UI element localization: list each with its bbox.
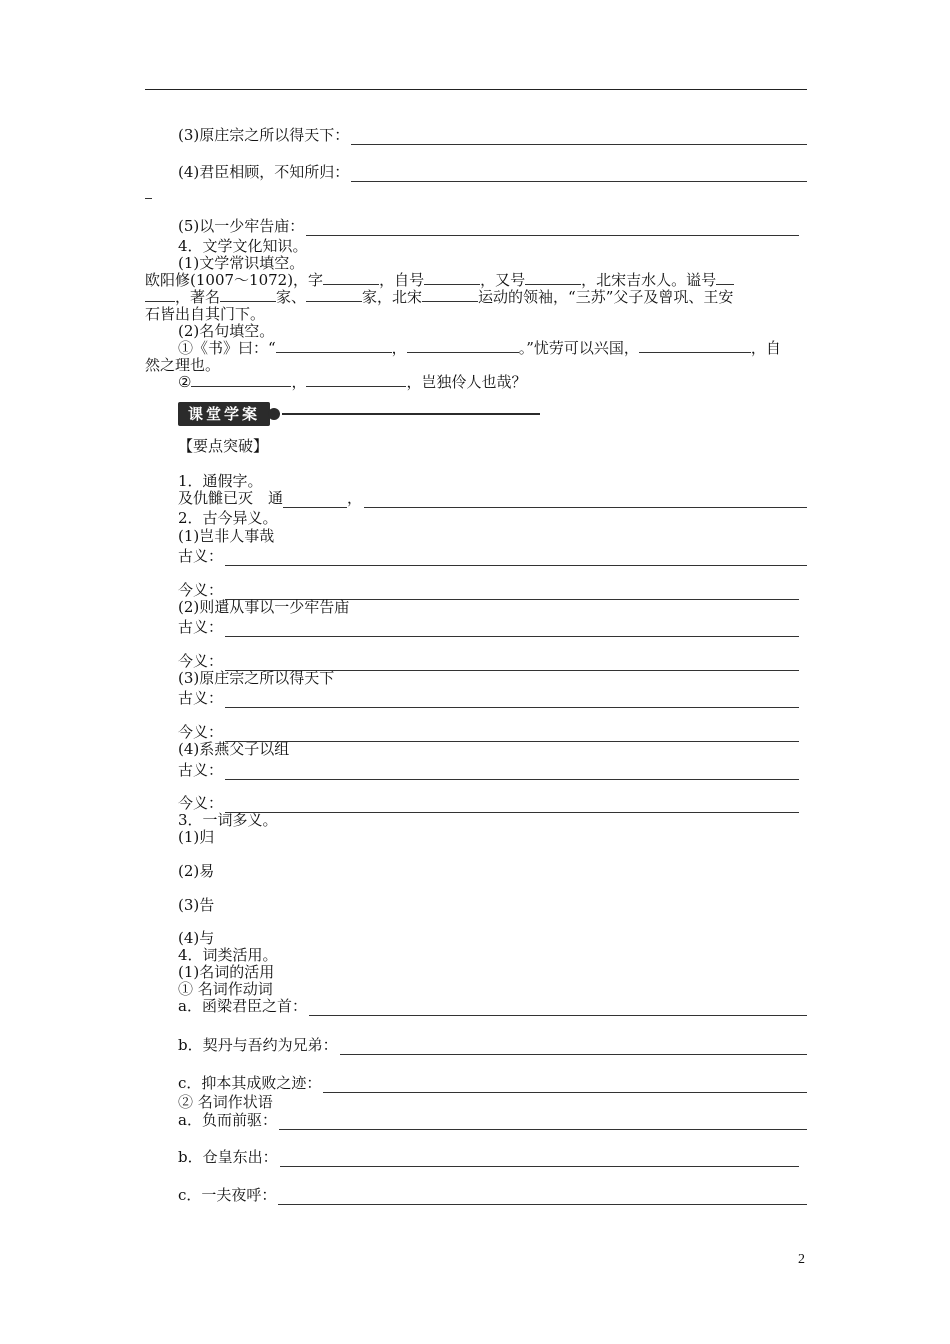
cilei-noun-verb: ① 名词作动词 [178, 980, 273, 998]
gujin-2-gu-row: 古义： [178, 617, 807, 637]
stray-underline [145, 198, 152, 199]
movement-blank[interactable] [422, 287, 478, 302]
tongjia-phrase: 及仇雠已灭 [178, 489, 254, 507]
quote-2-blank-1[interactable] [191, 372, 291, 387]
duoyi-item-4: (4)与 [178, 929, 215, 947]
quote-1-cont: 然之理也。 [145, 356, 221, 374]
tongjia-explain-line[interactable] [364, 492, 807, 508]
gujin-2-jin-row: 今义： [178, 651, 807, 671]
gujin-1-gu-row: 古义： [178, 546, 807, 566]
profession-blank-2[interactable] [306, 287, 362, 302]
gujin-3-gu-line[interactable] [225, 692, 799, 708]
cilei-heading: 4．词类活用。 [178, 946, 278, 964]
cilei-b2-line[interactable] [280, 1151, 799, 1167]
page-number: 2 [798, 1252, 805, 1267]
gujin-item-2: (2)则遣从事以一少牢告庙 [178, 598, 350, 616]
item-5-row [178, 216, 807, 236]
item-5-label: (5)以一少牢告庙： [178, 217, 305, 235]
item-4-answer-line[interactable] [351, 166, 807, 182]
tongjia-char-blank[interactable] [283, 493, 347, 508]
courtesy-name-blank[interactable] [323, 270, 379, 285]
item-4-row [178, 162, 807, 182]
item-3-answer-line[interactable] [351, 129, 807, 145]
art-name-blank[interactable] [424, 270, 480, 285]
gujin-3-gu-row: 古义： [178, 688, 807, 708]
lit-line-2: ，著名 家、 家，北宋 运动的领袖，“三苏”父子及曾巩、王安 [145, 287, 807, 307]
cilei-a2-row: a．负而前驱： [178, 1110, 807, 1130]
item-4-label: (4)君臣相顾，不知所归： [178, 163, 350, 181]
banner-dot-icon [268, 408, 280, 420]
profession-blank-1[interactable] [220, 287, 276, 302]
gujin-item-1: (1)岂非人事哉 [178, 527, 275, 545]
header-rule [145, 89, 807, 90]
gujin-2-gu-line[interactable] [225, 621, 799, 637]
gujin-1-jin-row: 今义： [178, 580, 807, 600]
duoyi-item-3: (3)告 [178, 896, 215, 914]
banner-line [282, 413, 540, 415]
tongjia-heading: 1．通假字。 [178, 472, 263, 490]
cilei-a2-line[interactable] [279, 1114, 807, 1130]
gujin-item-3: (3)原庄宗之所以得天下 [178, 669, 335, 687]
duoyi-item-2: (2)易 [178, 862, 215, 880]
tongjia-row: 及仇雠已灭 通 ， [178, 488, 807, 508]
item-3-label: (3)原庄宗之所以得天下： [178, 126, 350, 144]
lit-sub2: (2)名句填空。 [178, 322, 275, 340]
quote-2-blank-2[interactable] [306, 372, 406, 387]
lit-sub1: (1)文学常识填空。 [178, 254, 305, 272]
lit-line-3: 石皆出自其门下。 [145, 305, 266, 323]
gujin-item-4: (4)系燕父子以组 [178, 740, 290, 758]
quote-1-line: ①《书》曰：“ ， 。”忧劳可以兴国， ，自 [178, 339, 781, 357]
duoyi-item-1: (1)归 [178, 828, 215, 846]
cilei-noun-adverb: ② 名词作状语 [178, 1093, 273, 1111]
quote-1-blank-2[interactable] [407, 338, 519, 353]
cilei-b1-line[interactable] [340, 1039, 807, 1055]
posthumous-blank[interactable] [716, 270, 734, 285]
quote-2-line: ② ， ，岂独伶人也哉？ [178, 373, 527, 391]
cilei-b2-row: b．仓皇东出： [178, 1147, 807, 1167]
lit-heading: 4．文学文化知识。 [178, 237, 308, 255]
quote-1-blank-3[interactable] [639, 338, 751, 353]
alt-name-blank[interactable] [525, 270, 581, 285]
cilei-c2-row: c．一夫夜呼： [178, 1185, 807, 1205]
gujin-heading: 2．古今异义。 [178, 509, 278, 527]
quote-1-blank-1[interactable] [276, 338, 392, 353]
key-points-heading: 【要点突破】 [178, 437, 269, 455]
duoyi-heading: 3．一词多义。 [178, 811, 278, 829]
cilei-a1-row: a．函梁君臣之首： [178, 996, 807, 1016]
gujin-3-jin-row: 今义： [178, 722, 807, 742]
gujin-4-jin-row: 今义： [178, 793, 807, 813]
gujin-4-gu-row: 古义： [178, 760, 807, 780]
section-banner [178, 402, 540, 426]
cilei-a1-line[interactable] [309, 1000, 807, 1016]
cilei-b1-row: b．契丹与吾约为兄弟： [178, 1035, 807, 1055]
posthumous-blank-cont[interactable] [145, 287, 175, 302]
banner-title: 课堂学案 [178, 402, 270, 426]
cilei-sub1: (1)名词的活用 [178, 963, 275, 981]
item-5-answer-line[interactable] [306, 220, 799, 236]
cilei-c1-row: c．抑本其成败之迹： [178, 1073, 807, 1093]
gujin-4-gu-line[interactable] [225, 764, 799, 780]
gujin-1-gu-line[interactable] [225, 550, 807, 566]
lit-line-1: 欧阳修(1007～1072)，字 ，自号 ，又号 ，北宋吉水人。谥号 [145, 270, 807, 290]
cilei-c1-line[interactable] [323, 1077, 807, 1093]
cilei-c2-line[interactable] [278, 1189, 807, 1205]
item-3-row [178, 125, 807, 145]
